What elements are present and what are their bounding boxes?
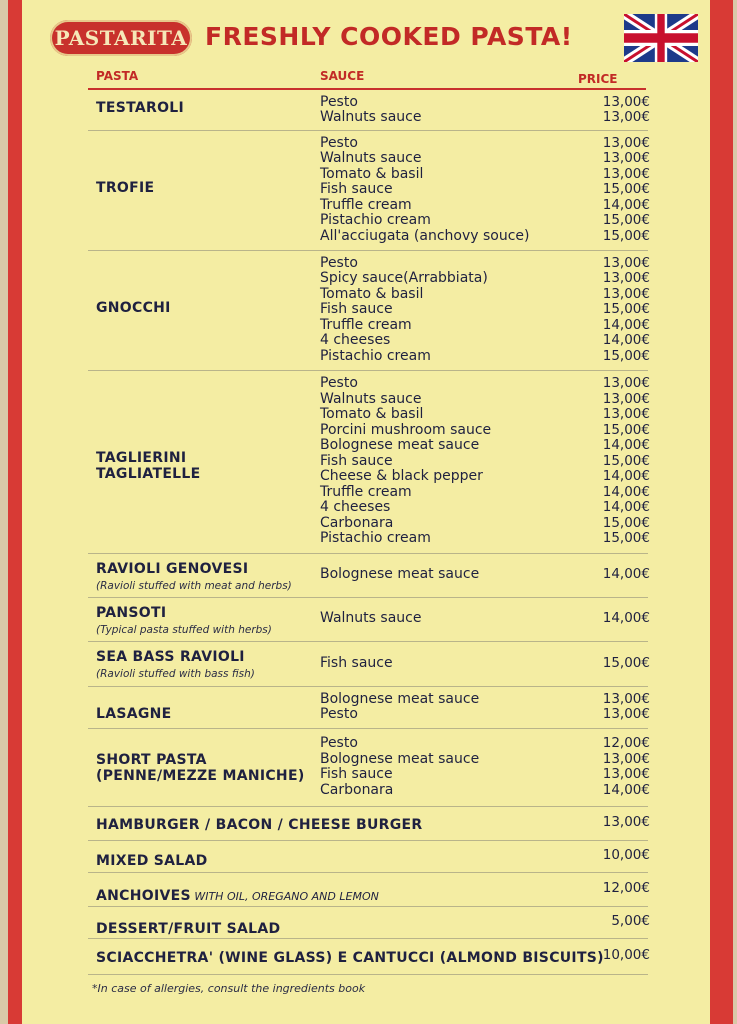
price-list bbox=[578, 881, 650, 897]
price-list bbox=[578, 948, 650, 964]
menu-row bbox=[88, 641, 648, 687]
menu-row bbox=[88, 597, 648, 642]
sauce-item: Bolognese meat sauce bbox=[320, 690, 480, 707]
price-value: 5,00€ bbox=[611, 913, 650, 930]
dish-note: WITH OIL, OREGANO AND LEMON bbox=[190, 890, 379, 903]
menu-row bbox=[88, 250, 648, 371]
menu-row bbox=[88, 806, 648, 841]
price-value: 13,00€ bbox=[602, 285, 650, 302]
price-value: 15,00€ bbox=[602, 227, 650, 244]
price-value: 15,00€ bbox=[602, 654, 650, 671]
price-value: 15,00€ bbox=[602, 212, 650, 229]
price-list bbox=[578, 256, 650, 365]
sauce-item: Fish sauce bbox=[320, 654, 393, 671]
price-value: 15,00€ bbox=[602, 301, 650, 318]
sauce-list bbox=[320, 95, 421, 126]
sauce-item: Walnuts sauce bbox=[320, 610, 422, 627]
sauce-item: 4 cheeses bbox=[320, 499, 391, 516]
price-value: 13,00€ bbox=[602, 134, 650, 151]
price-list bbox=[578, 736, 650, 798]
sauce-item: Porcini mushroom sauce bbox=[320, 421, 492, 438]
dish-name bbox=[96, 921, 280, 937]
price-list bbox=[578, 376, 650, 547]
sauce-list bbox=[320, 736, 479, 798]
sauce-list bbox=[320, 567, 479, 583]
price-value: 14,00€ bbox=[602, 566, 650, 583]
sauce-item: Walnuts sauce bbox=[320, 150, 422, 167]
price-list bbox=[578, 136, 650, 245]
dish-name bbox=[96, 817, 422, 833]
sauce-list bbox=[320, 692, 479, 723]
price-value: 15,00€ bbox=[602, 181, 650, 198]
sauce-item: Pesto bbox=[320, 93, 358, 110]
dish-name bbox=[96, 180, 154, 196]
dish-name-line: DESSERT/FRUIT SALAD bbox=[96, 921, 281, 937]
sauce-item: Tomato & basil bbox=[320, 165, 424, 182]
dish-name bbox=[96, 300, 171, 316]
sauce-item: Pesto bbox=[320, 706, 358, 722]
sauce-item: Truffle cream bbox=[320, 196, 412, 213]
sauce-item: Bolognese meat sauce bbox=[320, 750, 480, 767]
menu-row bbox=[88, 938, 648, 975]
price-value: 13,00€ bbox=[602, 766, 650, 782]
price-value: 13,00€ bbox=[602, 814, 650, 831]
menu-row bbox=[88, 370, 648, 554]
menu-row bbox=[88, 872, 648, 907]
sauce-item: Carbonara bbox=[320, 781, 394, 798]
dish-name-line: HAMBURGER / BACON / CHEESE BURGER bbox=[96, 817, 423, 833]
menu-row bbox=[88, 906, 648, 939]
price-list bbox=[578, 656, 650, 672]
sauce-item: Bolognese meat sauce bbox=[320, 566, 480, 583]
sauce-item: Bolognese meat sauce bbox=[320, 437, 480, 454]
price-list bbox=[578, 567, 650, 583]
dish-name bbox=[96, 888, 379, 905]
menu-row bbox=[88, 840, 648, 873]
column-header-price: PRICE bbox=[578, 72, 618, 86]
dish-name-line: RAVIOLI GENOVESI bbox=[96, 561, 249, 577]
dish-name-line: SCIACCHETRA' (WINE GLASS) E CANTUCCI (ALMOND BISCUITS) bbox=[96, 950, 604, 966]
dish-name-line: TROFIE bbox=[96, 180, 155, 196]
dish-name-line: GNOCCHI bbox=[96, 300, 171, 316]
dish-name bbox=[96, 605, 272, 638]
dish-name bbox=[96, 561, 292, 594]
sauce-list bbox=[320, 656, 393, 672]
dish-name-line: SEA BASS RAVIOLI bbox=[96, 649, 245, 665]
dish-name bbox=[96, 752, 305, 784]
price-value: 12,00€ bbox=[602, 735, 650, 751]
dish-name bbox=[96, 450, 201, 482]
dish-name bbox=[96, 649, 255, 682]
dish-note: (Ravioli stuffed with meat and herbs) bbox=[96, 580, 292, 592]
price-value: 14,00€ bbox=[602, 781, 650, 798]
price-value: 13,00€ bbox=[602, 93, 650, 110]
price-value: 14,00€ bbox=[602, 332, 650, 349]
sauce-item: Pesto bbox=[320, 134, 358, 151]
dish-note: (Typical pasta stuffed with herbs) bbox=[96, 624, 272, 636]
sauce-item: 4 cheeses bbox=[320, 332, 391, 349]
dish-name-line: ANCHOIVES WITH OIL, OREGANO AND LEMON bbox=[96, 888, 379, 904]
menu-row bbox=[88, 90, 648, 131]
price-value: 14,00€ bbox=[602, 316, 650, 333]
sauce-item: Spicy sauce(Arrabbiata) bbox=[320, 270, 488, 287]
uk-flag-icon bbox=[624, 14, 698, 62]
sauce-item: Pistachio cream bbox=[320, 347, 431, 364]
sauce-item: Fish sauce bbox=[320, 452, 393, 469]
menu-page bbox=[22, 0, 710, 1024]
dish-name bbox=[96, 950, 604, 966]
price-value: 13,00€ bbox=[602, 165, 650, 182]
sauce-list bbox=[320, 376, 491, 547]
price-value: 14,00€ bbox=[602, 468, 650, 485]
price-value: 10,00€ bbox=[602, 947, 650, 964]
menu-headline: FRESHLY COOKED PASTA! bbox=[205, 22, 573, 51]
price-value: 15,00€ bbox=[602, 530, 650, 547]
sauce-list bbox=[320, 256, 488, 365]
sauce-item: Pistachio cream bbox=[320, 530, 431, 547]
price-value: 14,00€ bbox=[602, 499, 650, 516]
dish-name-line: SHORT PASTA bbox=[96, 752, 207, 768]
sauce-item: Pesto bbox=[320, 375, 358, 392]
sauce-item: Pesto bbox=[320, 735, 358, 751]
sauce-item: Truffle cream bbox=[320, 483, 412, 500]
price-value: 13,00€ bbox=[602, 690, 650, 707]
allergy-footnote: *In case of allergies, consult the ingredients book bbox=[92, 982, 366, 995]
price-value: 13,00€ bbox=[602, 706, 650, 722]
sauce-item: Pesto bbox=[320, 254, 358, 271]
price-list bbox=[578, 692, 650, 723]
sauce-item: Walnuts sauce bbox=[320, 390, 422, 407]
price-value: 15,00€ bbox=[602, 347, 650, 364]
menu-header bbox=[22, 0, 710, 70]
sauce-item: Walnuts sauce bbox=[320, 109, 422, 125]
price-value: 15,00€ bbox=[602, 514, 650, 531]
price-list bbox=[578, 95, 650, 126]
sauce-item: Fish sauce bbox=[320, 766, 393, 782]
sauce-item: Truffle cream bbox=[320, 316, 412, 333]
dish-name-line: MIXED SALAD bbox=[96, 853, 208, 869]
dish-note: (Ravioli stuffed with bass fish) bbox=[96, 668, 255, 680]
menu-row bbox=[88, 553, 648, 598]
sauce-item: Fish sauce bbox=[320, 301, 393, 318]
price-value: 13,00€ bbox=[602, 150, 650, 167]
sauce-item: Cheese & black pepper bbox=[320, 468, 483, 485]
price-value: 13,00€ bbox=[602, 254, 650, 271]
sauce-list bbox=[320, 611, 421, 627]
menu-row bbox=[88, 728, 648, 807]
dish-name-line: TAGLIATELLE bbox=[96, 466, 201, 482]
menu-row bbox=[88, 130, 648, 251]
sauce-item: Fish sauce bbox=[320, 181, 393, 198]
price-value: 12,00€ bbox=[602, 880, 650, 897]
price-value: 15,00€ bbox=[602, 452, 650, 469]
price-value: 14,00€ bbox=[602, 483, 650, 500]
sauce-item: All'acciugata (anchovy souce) bbox=[320, 227, 530, 244]
dish-name-line: (PENNE/MEZZE MANICHE) bbox=[96, 768, 305, 784]
dish-name-line: PANSOTI bbox=[96, 605, 167, 621]
price-value: 15,00€ bbox=[602, 421, 650, 438]
sauce-item: Carbonara bbox=[320, 514, 394, 531]
dish-name bbox=[96, 853, 208, 869]
price-value: 14,00€ bbox=[602, 196, 650, 213]
dish-name-line: TESTAROLI bbox=[96, 100, 185, 116]
price-list bbox=[578, 611, 650, 627]
price-value: 13,00€ bbox=[602, 750, 650, 767]
column-header-sauce: SAUCE bbox=[320, 69, 365, 83]
price-value: 13,00€ bbox=[602, 270, 650, 287]
price-value: 14,00€ bbox=[602, 610, 650, 627]
price-value: 13,00€ bbox=[602, 375, 650, 392]
sauce-list bbox=[320, 136, 530, 245]
price-list bbox=[578, 815, 650, 831]
price-value: 13,00€ bbox=[602, 109, 650, 125]
price-list bbox=[578, 848, 650, 864]
price-value: 10,00€ bbox=[602, 847, 650, 864]
price-value: 14,00€ bbox=[602, 437, 650, 454]
price-list bbox=[578, 914, 650, 930]
sauce-item: Tomato & basil bbox=[320, 406, 424, 423]
sauce-item: Tomato & basil bbox=[320, 285, 424, 302]
column-header-pasta: PASTA bbox=[96, 69, 139, 83]
dish-name bbox=[96, 706, 172, 722]
dish-name bbox=[96, 100, 184, 116]
price-value: 13,00€ bbox=[602, 390, 650, 407]
menu-row bbox=[88, 686, 648, 729]
dish-name-line: LASAGNE bbox=[96, 706, 172, 722]
dish-name-line: TAGLIERINI bbox=[96, 450, 187, 466]
brand-logo: PASTARITA bbox=[50, 20, 192, 56]
sauce-item: Pistachio cream bbox=[320, 212, 431, 229]
price-value: 13,00€ bbox=[602, 406, 650, 423]
